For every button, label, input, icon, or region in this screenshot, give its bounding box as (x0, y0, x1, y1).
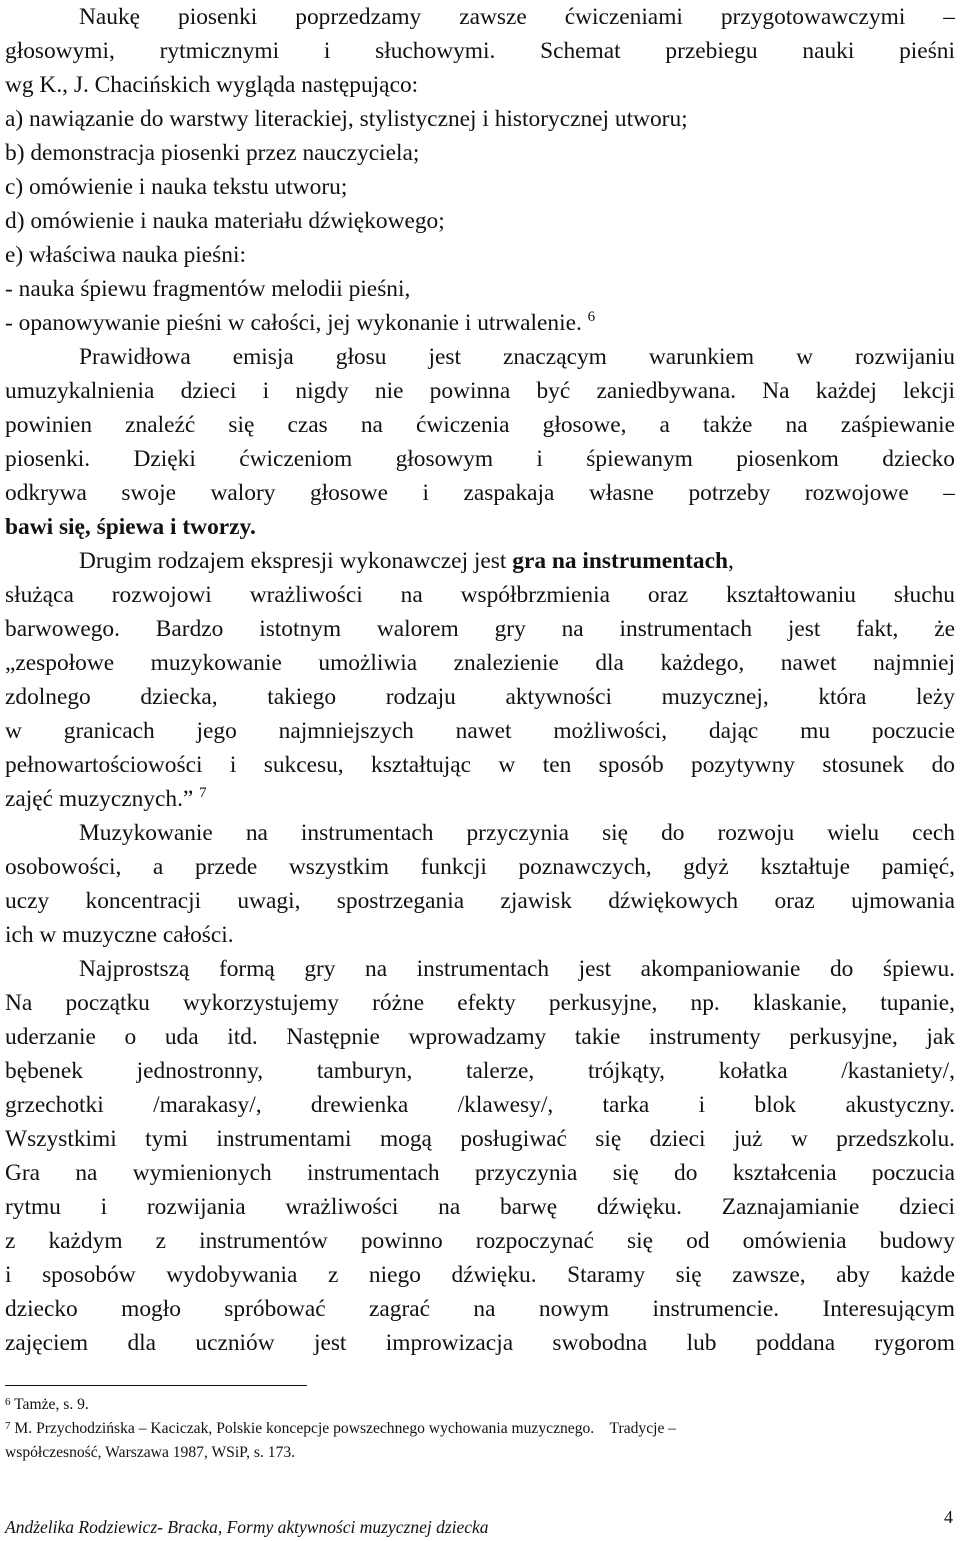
footnote-text: Tamże, s. 9. (14, 1396, 89, 1413)
footnotes (5, 1393, 955, 1465)
footnote-number: 6 (5, 1396, 11, 1408)
paragraph-line: ich w muzyczne całości. (5, 922, 234, 948)
footnote-text: M. Przychodzińska – Kaciczak, Polskie koncepcje powszechnego wychowania muzycznego. Tradycje – (14, 1420, 677, 1437)
footnote-7 (5, 1417, 955, 1441)
paragraph-line: Naukę piosenki poprzedzamy zawsze ćwiczeniami przygotowawczymi – (79, 4, 955, 30)
paragraph-line (5, 510, 955, 544)
list-item: b) demonstracja piosenki przez nauczyciela; (5, 140, 420, 166)
list-item: - nauka śpiewu fragmentów melodii pieśni, (5, 276, 411, 302)
paragraph-line: barwowego. Bardzo istotnym walorem gry na instrumentach jest fakt, że (5, 616, 955, 642)
list-item: e) właściwa nauka pieśni: (5, 242, 246, 268)
text-run: Drugim rodzajem ekspresji wykonawczej jest (79, 548, 513, 574)
list-item (5, 306, 955, 340)
list-item-text: - opanowywanie pieśni w całości, jej wykonanie i utrwalenie. (5, 310, 582, 336)
paragraph-line: z każdym z instrumentów powinno rozpoczynać się od omówienia budowy (5, 1228, 955, 1254)
paragraph-line: rytmu i rozwijania wrażliwości na barwę dźwięku. Zaznajamianie dzieci (5, 1194, 955, 1220)
paragraph-line: Prawidłowa emisja głosu jest znaczącym warunkiem w rozwijaniu (79, 344, 955, 370)
footnote-ref-6: 6 (587, 309, 596, 325)
paragraph-line: umuzykalnienia dzieci i nigdy nie powinna być zaniedbywana. Na każdej lekcji (5, 378, 955, 404)
paragraph-line: Gra na wymienionych instrumentach przyczynia się do kształcenia poczucia (5, 1160, 955, 1186)
paragraph-line (5, 782, 955, 816)
list-item: a) nawiązanie do warstwy literackiej, stylistycznej i historycznej utworu; (5, 106, 688, 132)
paragraph-line: grzechotki /marakasy/, drewienka /klawesy/, tarka i blok akustyczny. (5, 1092, 955, 1118)
paragraph-line: pełnowartościowości i sukcesu, kształtując w ten sposób pozytywny stosunek do (5, 752, 955, 778)
paragraph-line: „zespołowe muzykowanie umożliwia znalezienie dla każdego, nawet najmniej (5, 650, 955, 676)
paragraph-line: piosenki. Dzięki ćwiczeniom głosowym i śpiewanym piosenkom dziecko (5, 446, 955, 472)
footnote-6 (5, 1393, 955, 1417)
paragraph-line: Najprostszą formą gry na instrumentach jest akompaniowanie do śpiewu. (79, 956, 955, 982)
footnote-number: 7 (5, 1420, 11, 1432)
paragraph-line: głosowymi, rytmicznymi i słuchowymi. Schemat przebiegu nauki pieśni (5, 38, 955, 64)
paragraph-line: służąca rozwojowi wrażliwości na współbrzmienia oraz kształtowaniu słuchu (5, 582, 955, 608)
footnote-7-continuation: współczesność, Warszawa 1987, WSiP, s. 173. (5, 1444, 296, 1461)
paragraph-line: bębenek jednostronny, tamburyn, talerze, trójkąty, kołatka /kastaniety/, (5, 1058, 955, 1084)
bold-phrase: bawi się, śpiewa i tworzy. (5, 514, 256, 540)
running-footer: Andżelika Rodziewicz- Bracka, Formy aktywności muzycznej dziecka (5, 1517, 489, 1537)
footnote-separator (5, 1385, 307, 1386)
paragraph-line: zdolnego dziecka, takiego rodzaju aktywności muzycznej, która leży (5, 684, 955, 710)
paragraph-line: Wszystkimi tymi instrumentami mogą posługiwać się dzieci już w przedszkolu. (5, 1126, 955, 1152)
paragraph-line: uczy koncentracji uwagi, spostrzegania zjawisk dźwiękowych oraz ujmowania (5, 888, 955, 914)
text-run: zajęć muzycznych.” (5, 786, 194, 812)
paragraph-line (5, 544, 955, 578)
page-number: 4 (944, 1507, 953, 1527)
bold-phrase: gra na instrumentach (512, 548, 728, 574)
paragraph-line: uderzanie o uda itd. Następnie wprowadzamy takie instrumenty perkusyjne, jak (5, 1024, 955, 1050)
list-item: c) omówienie i nauka tekstu utworu; (5, 174, 348, 200)
footnote-ref-7: 7 (199, 785, 207, 801)
paragraph-line: dziecko mogło spróbować zagrać na nowym instrumencie. Interesującym (5, 1296, 955, 1322)
paragraph-line: powinien znaleźć się czas na ćwiczenia głosowe, a także na zaśpiewanie (5, 412, 955, 438)
paragraph-line: w granicach jego najmniejszych nawet możliwości, dając mu poczucie (5, 718, 955, 744)
text-run: , (727, 548, 734, 574)
list-item: d) omówienie i nauka materiału dźwiękowego; (5, 208, 445, 234)
paragraph-line: wg K., J. Chacińskich wygląda następująco: (5, 72, 419, 98)
body-text (5, 0, 955, 1360)
paragraph-line: i sposobów wydobywania z niego dźwięku. Staramy się zawsze, aby każde (5, 1262, 955, 1288)
paragraph-line: zajęciem dla uczniów jest improwizacja swobodna lub poddana rygorom (5, 1330, 955, 1356)
paragraph-line: Muzykowanie na instrumentach przyczynia się do rozwoju wielu cech (79, 820, 955, 846)
paragraph-line: odkrywa swoje walory głosowe i zaspakaja własne potrzeby rozwojowe – (5, 480, 955, 506)
paragraph-line: osobowości, a przede wszystkim funkcji poznawczych, gdyż kształtuje pamięć, (5, 854, 955, 880)
paragraph-line: Na początku wykorzystujemy różne efekty perkusyjne, np. klaskanie, tupanie, (5, 990, 955, 1016)
